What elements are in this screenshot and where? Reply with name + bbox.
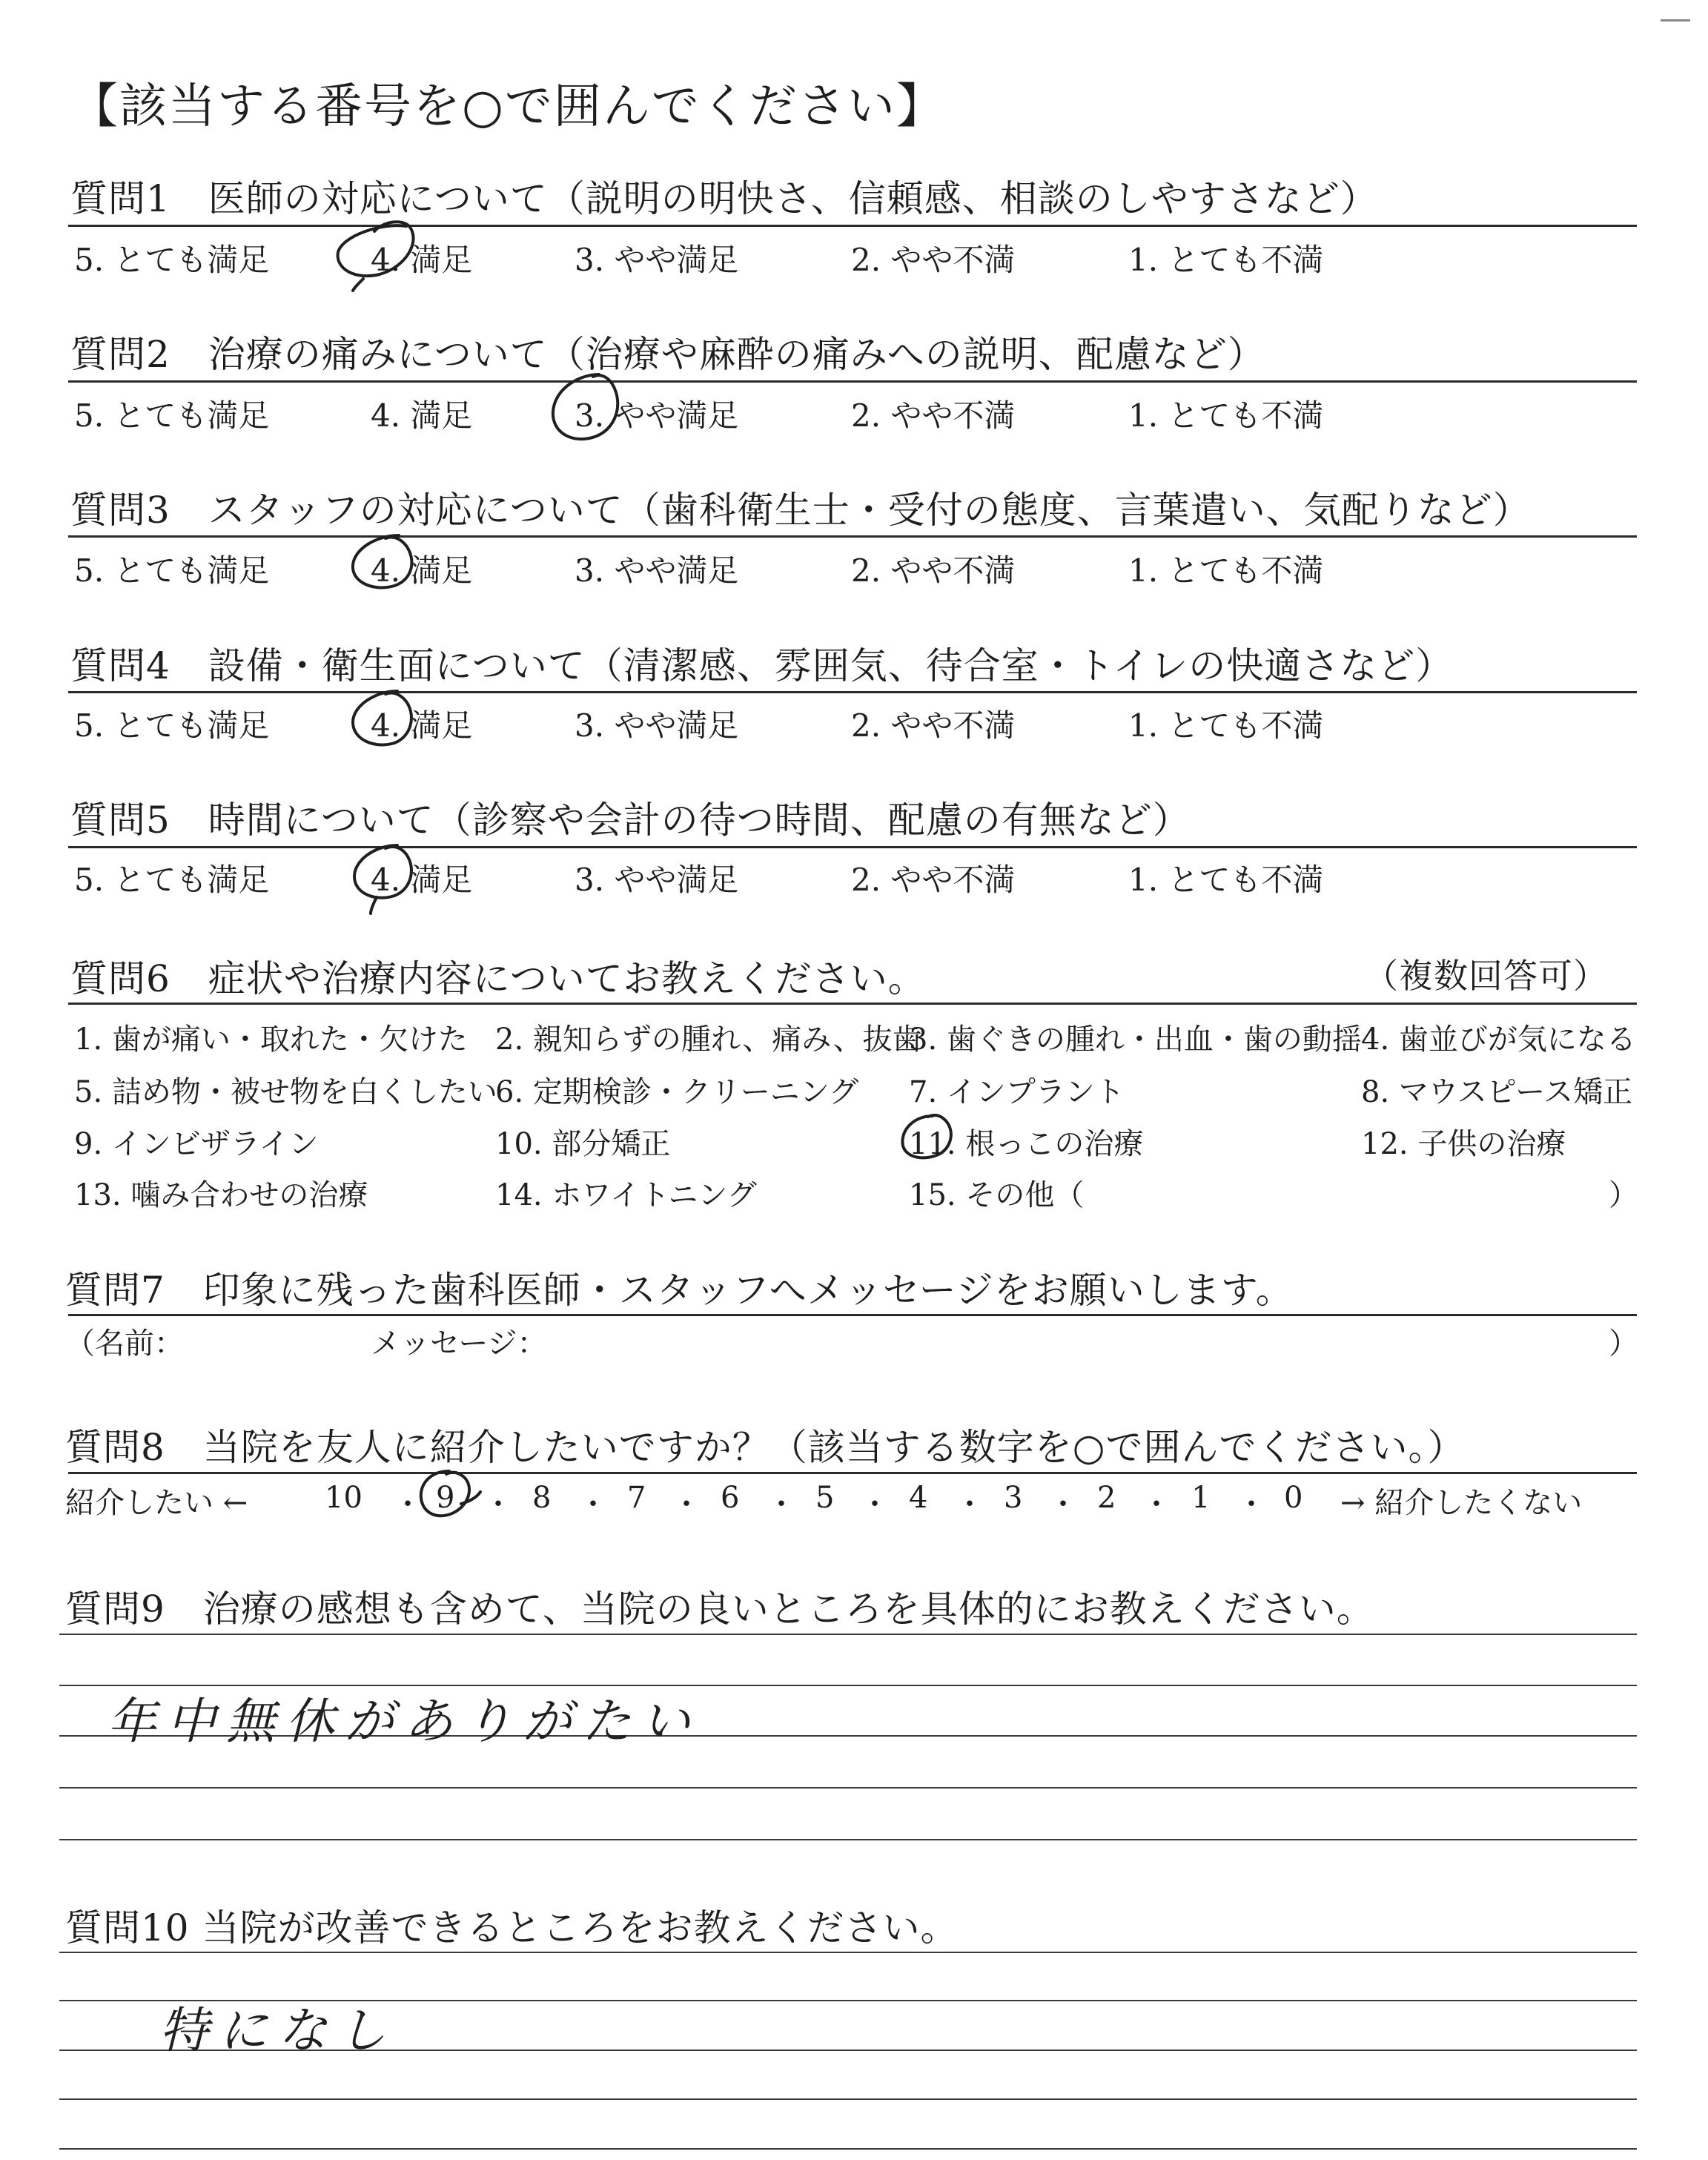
- symptom-option-7[interactable]: 7. インプラント: [909, 1075, 1125, 1109]
- option-1[interactable]: 1. とても不満: [1128, 397, 1324, 434]
- scale-7[interactable]: 7: [627, 1481, 646, 1515]
- symptom-option-13[interactable]: 13. 噛み合わせの治療: [74, 1178, 368, 1212]
- question-3-title: 質問3 スタッフの対応について（歯科衛生士・受付の態度、言葉遣い、気配りなど）: [70, 489, 1531, 532]
- other-close-paren: ）: [1609, 1178, 1638, 1212]
- symptom-option-9[interactable]: 9. インビザライン: [74, 1127, 319, 1161]
- scale-2[interactable]: 2: [1097, 1481, 1116, 1515]
- q8-selection-circle: [421, 1471, 480, 1516]
- symptom-option-8[interactable]: 8. マウスピース矯正: [1361, 1075, 1633, 1109]
- q6-selection-circle: [902, 1115, 950, 1157]
- scale-separator: ・: [955, 1487, 984, 1522]
- option-1[interactable]: 1. とても不満: [1128, 552, 1324, 589]
- message-label[interactable]: メッセージ：: [371, 1327, 547, 1361]
- option-3[interactable]: 3. やや満足: [575, 397, 739, 434]
- scale-10[interactable]: 10: [325, 1481, 363, 1515]
- question-9-title: 質問9 治療の感想も含めて、当院の良いところを具体的にお教えください。: [65, 1588, 1374, 1631]
- option-2[interactable]: 2. やや不満: [851, 397, 1016, 434]
- symptom-option-12[interactable]: 12. 子供の治療: [1361, 1127, 1566, 1161]
- question-8-title: 質問8 当院を友人に紹介したいですか？（該当する数字を○で囲んでください。）: [65, 1426, 1466, 1469]
- recommend-right-label: → 紹介したくない: [1340, 1486, 1583, 1520]
- scale-1[interactable]: 1: [1191, 1481, 1211, 1515]
- q4-selection-circle: [353, 691, 411, 744]
- scale-separator: ・: [1142, 1487, 1171, 1522]
- scale-separator: ・: [1048, 1487, 1078, 1522]
- scale-separator: ・: [483, 1487, 513, 1522]
- scale-3[interactable]: 3: [1004, 1481, 1023, 1515]
- option-1[interactable]: 1. とても不満: [1128, 862, 1324, 898]
- option-5[interactable]: 5. とても満足: [74, 707, 270, 744]
- option-5[interactable]: 5. とても満足: [74, 552, 270, 589]
- multiple-answers-note: （複数回答可）: [1364, 956, 1608, 996]
- option-2[interactable]: 2. やや不満: [851, 862, 1016, 898]
- question-6-title: 質問6 症状や治療内容についてお教えください。: [70, 957, 926, 1000]
- symptom-option-11[interactable]: 11. 根っこの治療: [909, 1127, 1144, 1161]
- symptom-option-10[interactable]: 10. 部分矯正: [495, 1127, 671, 1161]
- symptom-option-6[interactable]: 6. 定期検診・クリーニング: [495, 1075, 859, 1109]
- scale-8[interactable]: 8: [532, 1481, 552, 1515]
- option-4[interactable]: 4. 満足: [371, 552, 473, 589]
- scale-6[interactable]: 6: [721, 1481, 740, 1515]
- option-5[interactable]: 5. とても満足: [74, 242, 270, 278]
- scale-separator: ・: [767, 1487, 796, 1522]
- handwritten-answer-q9[interactable]: 年中無休がありがたい: [107, 1693, 701, 1750]
- handwritten-answer-q10[interactable]: 特になし: [159, 2002, 397, 2059]
- close-paren: ）: [1609, 1327, 1638, 1361]
- symptom-option-15[interactable]: 15. その他（: [909, 1178, 1085, 1212]
- q3-selection-circle: [353, 535, 412, 587]
- scale-separator: ・: [860, 1487, 890, 1522]
- form-header: 【該当する番号を○で囲んでください】: [70, 79, 945, 134]
- option-1[interactable]: 1. とても不満: [1128, 242, 1324, 278]
- scale-5[interactable]: 5: [815, 1481, 835, 1515]
- name-label[interactable]: （名前：: [65, 1327, 184, 1361]
- symptom-option-14[interactable]: 14. ホワイトニング: [495, 1178, 757, 1212]
- scale-separator: ・: [1237, 1487, 1266, 1522]
- symptom-option-3[interactable]: 3. 歯ぐきの腫れ・出血・歯の動揺: [909, 1023, 1362, 1057]
- scale-separator: ・: [393, 1487, 423, 1522]
- option-3[interactable]: 3. やや満足: [575, 552, 739, 589]
- option-5[interactable]: 5. とても満足: [74, 862, 270, 898]
- option-3[interactable]: 3. やや満足: [575, 862, 739, 898]
- scale-separator: ・: [578, 1487, 608, 1522]
- question-4-title: 質問4 設備・衛生面について（清潔感、雰囲気、待合室・トイレの快適さなど）: [70, 644, 1454, 687]
- option-1[interactable]: 1. とても不満: [1128, 707, 1324, 744]
- symptom-option-2[interactable]: 2. 親知らずの腫れ、痛み、抜歯: [495, 1023, 922, 1057]
- question-7-title: 質問7 印象に残った歯科医師・スタッフへメッセージをお願いします。: [65, 1269, 1294, 1312]
- scale-separator: ・: [672, 1487, 701, 1522]
- option-3[interactable]: 3. やや満足: [575, 242, 739, 278]
- option-4[interactable]: 4. 満足: [371, 242, 473, 278]
- question-10-title: 質問10 当院が改善できるところをお教えください。: [65, 1906, 959, 1949]
- option-2[interactable]: 2. やや不満: [851, 552, 1016, 589]
- recommend-left-label: 紹介したい ←: [65, 1486, 248, 1520]
- symptom-option-5[interactable]: 5. 詰め物・被せ物を白くしたい: [74, 1075, 497, 1109]
- symptom-option-4[interactable]: 4. 歯並びが気になる: [1361, 1023, 1636, 1057]
- q2-selection-circle: [553, 374, 618, 439]
- option-4[interactable]: 4. 満足: [371, 397, 473, 434]
- symptom-option-1[interactable]: 1. 歯が痛い・取れた・欠けた: [74, 1023, 468, 1057]
- q5-selection-circle: [354, 845, 411, 914]
- scale-0[interactable]: 0: [1284, 1481, 1303, 1515]
- option-4[interactable]: 4. 満足: [371, 862, 473, 898]
- option-5[interactable]: 5. とても満足: [74, 397, 270, 434]
- option-3[interactable]: 3. やや満足: [575, 707, 739, 744]
- option-2[interactable]: 2. やや不満: [851, 242, 1016, 278]
- question-2-title: 質問2 治療の痛みについて（治療や麻酔の痛みへの説明、配慮など）: [70, 333, 1265, 376]
- question-1-title: 質問1 医師の対応について（説明の明快さ、信頼感、相談のしやすさなど）: [70, 177, 1378, 220]
- option-4[interactable]: 4. 満足: [371, 707, 473, 744]
- question-5-title: 質問5 時間について（診察や会計の待つ時間、配慮の有無など）: [70, 799, 1191, 842]
- q1-selection-circle: [338, 222, 414, 291]
- scale-4[interactable]: 4: [909, 1481, 928, 1515]
- scale-9[interactable]: 9: [436, 1481, 455, 1515]
- option-2[interactable]: 2. やや不満: [851, 707, 1016, 744]
